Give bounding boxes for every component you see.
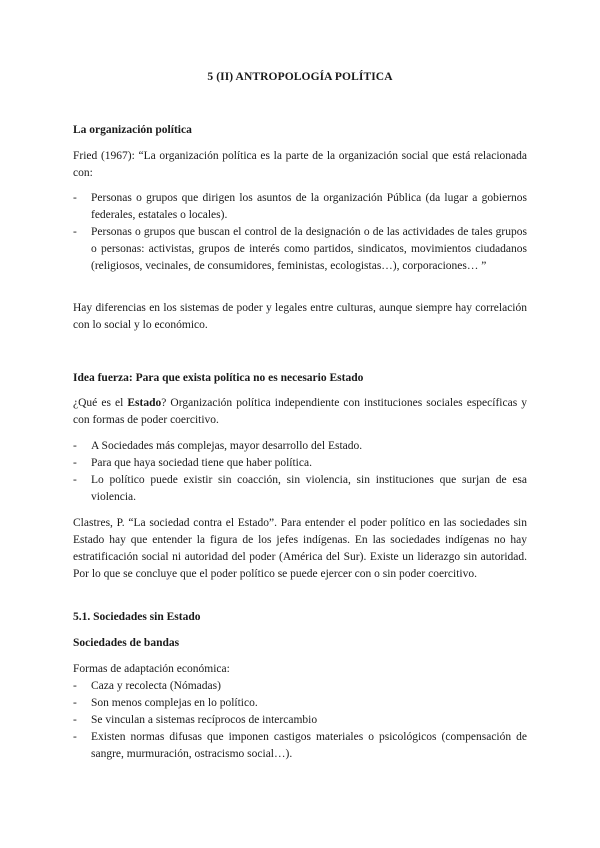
section-heading-idea-fuerza: Idea fuerza: Para que exista política no es necesario Estado <box>73 372 364 384</box>
list-item: - Se vinculan a sistemas recíprocos de intercambio <box>73 712 527 729</box>
bullet-dash: - <box>73 474 77 486</box>
list-item: - Personas o grupos que dirigen los asuntos de la organización Pública (da lugar a gobiernos federales, estatales o locales). <box>73 192 527 221</box>
section3-list <box>73 678 527 763</box>
subheading-sociedades-de-bandas: Sociedades de bandas <box>73 637 180 649</box>
bullet-dash: - <box>73 440 77 452</box>
bullet-dash: - <box>73 697 77 709</box>
bullet-dash: - <box>73 714 77 726</box>
list-item: - Personas o grupos que buscan el control de la designación o de las actividades de tales grupos o personas: activistas, grupos de interés como partidos, sindicatos, movimientos ciudadanos (religiosos, vecinales, de consumidores, feministas, ecologistas…), corporaciones… ” <box>73 226 527 272</box>
bullet-dash: - <box>73 192 77 204</box>
page-title: 5 (II) ANTROPOLOGÍA POLÍTICA <box>207 71 393 83</box>
list-item: - Para que haya sociedad tiene que haber política. <box>73 455 527 472</box>
list-item: - Caza y recolecta (Nómadas) <box>73 678 527 695</box>
list-item: - Son menos complejas en lo político. <box>73 695 527 712</box>
bullet-dash: - <box>73 457 77 469</box>
bullet-dash: - <box>73 680 77 692</box>
section1-list <box>73 190 527 275</box>
clastres-paragraph: Clastres, P. “La sociedad contra el Estado”. Para entender el poder político en las sociedades sin Estado hay que entender la figura de los jefes indígenas. En las sociedades indígenas no hay estratificación social ni autoridad del poder (América del Sur). Existe un liderazgo sin autoridad. Por lo que se concluye que el poder político se puede ejercer con o sin poder coercitivo. <box>73 517 527 580</box>
section-heading-sociedades-sin-estado: 5.1. Sociedades sin Estado <box>73 611 201 623</box>
section2-list <box>73 438 527 506</box>
section-heading-organizacion: La organización política <box>73 124 192 136</box>
estado-definition: ¿Qué es el Estado? Organización política independiente con instituciones sociales específicas y con formas de poder coercitivo. <box>73 397 527 426</box>
bullet-dash: - <box>73 731 77 743</box>
list-item: - A Sociedades más complejas, mayor desarrollo del Estado. <box>73 438 527 455</box>
section1-intro: Fried (1967): “La organización política es la parte de la organización social que está relacionada con: <box>73 150 527 179</box>
estado-term: Estado <box>127 397 162 409</box>
list-item: - Lo político puede existir sin coacción, sin violencia, sin instituciones que surjan de esa violencia. <box>73 474 527 503</box>
section3-intro: Formas de adaptación económica: <box>73 663 230 675</box>
list-item: - Existen normas difusas que imponen castigos materiales o psicológicos (compensación de sangre, murmuración, ostracismo social…). <box>73 731 527 760</box>
section1-closing: Hay diferencias en los sistemas de poder y legales entre culturas, aunque siempre hay correlación con lo social y lo económico. <box>73 302 527 331</box>
bullet-dash: - <box>73 226 77 238</box>
